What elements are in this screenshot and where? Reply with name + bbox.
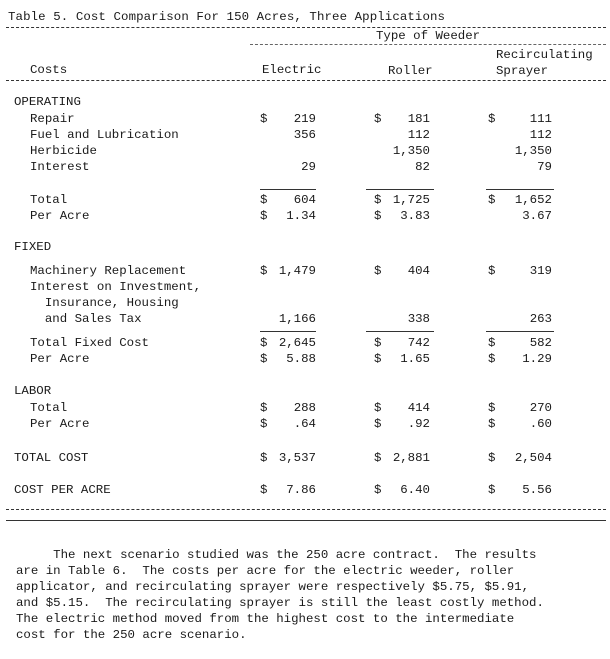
header-recirculating: Recirculating bbox=[496, 48, 593, 62]
cell-roller: 414 bbox=[407, 401, 430, 415]
subtotal-rule-electric bbox=[260, 189, 316, 190]
dollar-sign-electric: $ bbox=[260, 336, 268, 350]
row-label: Machinery Replacement bbox=[30, 264, 187, 278]
section-labor: LABOR bbox=[14, 384, 52, 398]
dollar-sign-roller: $ bbox=[374, 112, 382, 126]
subtotal-rule-roller bbox=[366, 189, 434, 190]
row-label: Per Acre bbox=[30, 209, 90, 223]
paragraph-line: The electric method moved from the highest cost to the intermediate bbox=[16, 612, 515, 626]
cell-sprayer: 582 bbox=[529, 336, 552, 350]
cell-sprayer: 2,504 bbox=[514, 451, 552, 465]
table-bottom-rule-2 bbox=[6, 520, 606, 521]
dollar-sign-roller: $ bbox=[374, 336, 382, 350]
body-paragraph bbox=[16, 547, 606, 643]
cell-electric: 604 bbox=[293, 193, 316, 207]
row-label: and Sales Tax bbox=[30, 312, 142, 326]
row-label: Per Acre bbox=[30, 352, 90, 366]
cell-electric: 3,537 bbox=[278, 451, 316, 465]
cell-roller: 1,725 bbox=[392, 193, 430, 207]
dollar-sign-sprayer: $ bbox=[488, 352, 496, 366]
dollar-sign-sprayer: $ bbox=[488, 451, 496, 465]
row-label: COST PER ACRE bbox=[14, 483, 111, 497]
cell-sprayer: 1,652 bbox=[514, 193, 552, 207]
row-label: Total bbox=[30, 401, 68, 415]
cell-roller: .92 bbox=[407, 417, 430, 431]
title-rule bbox=[6, 27, 606, 28]
table-row bbox=[0, 263, 610, 279]
section-fixed: FIXED bbox=[14, 240, 52, 254]
dollar-sign-electric: $ bbox=[260, 193, 268, 207]
row-label: Total bbox=[30, 193, 68, 207]
cell-electric: .64 bbox=[293, 417, 316, 431]
dollar-sign-sprayer: $ bbox=[488, 336, 496, 350]
table-row bbox=[0, 295, 610, 311]
cell-roller: 1,350 bbox=[392, 144, 430, 158]
cell-electric: 29 bbox=[301, 160, 316, 174]
dollar-sign-electric: $ bbox=[260, 112, 268, 126]
cell-roller: 404 bbox=[407, 264, 430, 278]
row-label: Total Fixed Cost bbox=[30, 336, 149, 350]
section-operating: OPERATING bbox=[14, 95, 81, 109]
dollar-sign-electric: $ bbox=[260, 483, 268, 497]
cell-sprayer: 111 bbox=[529, 112, 552, 126]
dollar-sign-sprayer: $ bbox=[488, 193, 496, 207]
dollar-sign-electric: $ bbox=[260, 209, 268, 223]
table-title: Table 5. Cost Comparison For 150 Acres, Three Applications bbox=[8, 10, 446, 24]
dollar-sign-roller: $ bbox=[374, 193, 382, 207]
dollar-sign-roller: $ bbox=[374, 451, 382, 465]
row-label: Repair bbox=[30, 112, 75, 126]
dollar-sign-electric: $ bbox=[260, 401, 268, 415]
subtotal-rule-sprayer bbox=[486, 189, 554, 190]
cell-sprayer: 270 bbox=[529, 401, 552, 415]
cell-roller: 742 bbox=[407, 336, 430, 350]
cell-electric: 356 bbox=[293, 128, 316, 142]
cell-electric: 1,479 bbox=[278, 264, 316, 278]
cell-sprayer: 112 bbox=[529, 128, 552, 142]
table-row bbox=[0, 159, 610, 175]
cell-electric: 5.88 bbox=[286, 352, 316, 366]
paragraph-line: are in Table 6. The costs per acre for the electric weeder, roller bbox=[16, 564, 515, 578]
dollar-sign-electric: $ bbox=[260, 264, 268, 278]
header-electric: Electric bbox=[262, 63, 322, 77]
cell-sprayer: 263 bbox=[529, 312, 552, 326]
cell-sprayer: 1.29 bbox=[522, 352, 552, 366]
table-row bbox=[0, 208, 610, 224]
header-roller: Roller bbox=[388, 64, 433, 78]
dollar-sign-roller: $ bbox=[374, 417, 382, 431]
cell-sprayer: 5.56 bbox=[522, 483, 552, 497]
dollar-sign-sprayer: $ bbox=[488, 112, 496, 126]
table-row bbox=[0, 450, 610, 466]
header-type-of-weeder: Type of Weeder bbox=[376, 29, 481, 43]
group-header-rule bbox=[250, 44, 606, 45]
table-row bbox=[0, 482, 610, 498]
dollar-sign-electric: $ bbox=[260, 417, 268, 431]
cell-sprayer: .60 bbox=[529, 417, 552, 431]
dollar-sign-roller: $ bbox=[374, 483, 382, 497]
cell-roller: 3.83 bbox=[400, 209, 430, 223]
row-label: TOTAL COST bbox=[14, 451, 89, 465]
dollar-sign-sprayer: $ bbox=[488, 401, 496, 415]
header-costs: Costs bbox=[30, 63, 68, 77]
row-label: Herbicide bbox=[30, 144, 97, 158]
cell-electric: 1,166 bbox=[278, 312, 316, 326]
table-row bbox=[0, 400, 610, 416]
cell-sprayer: 319 bbox=[529, 264, 552, 278]
cell-sprayer: 3.67 bbox=[522, 209, 552, 223]
cell-electric: 219 bbox=[293, 112, 316, 126]
fixed-subtotal-rule-roller bbox=[366, 331, 434, 332]
dollar-sign-sprayer: $ bbox=[488, 483, 496, 497]
cell-roller: 338 bbox=[407, 312, 430, 326]
cell-sprayer: 1,350 bbox=[514, 144, 552, 158]
cell-roller: 82 bbox=[415, 160, 430, 174]
header-sprayer: Sprayer bbox=[496, 64, 549, 78]
cell-electric: 288 bbox=[293, 401, 316, 415]
table-row bbox=[0, 335, 610, 351]
header-rule bbox=[6, 80, 606, 81]
cell-roller: 112 bbox=[407, 128, 430, 142]
dollar-sign-electric: $ bbox=[260, 352, 268, 366]
paragraph-line: The next scenario studied was the 250 acre contract. The results bbox=[16, 548, 537, 562]
dollar-sign-roller: $ bbox=[374, 401, 382, 415]
table-row bbox=[0, 192, 610, 208]
row-label: Insurance, Housing bbox=[30, 296, 179, 310]
cell-roller: 181 bbox=[407, 112, 430, 126]
row-label: Interest on Investment, bbox=[30, 280, 202, 294]
cell-roller: 6.40 bbox=[400, 483, 430, 497]
dollar-sign-roller: $ bbox=[374, 264, 382, 278]
table-row bbox=[0, 311, 610, 327]
dollar-sign-roller: $ bbox=[374, 209, 382, 223]
cell-roller: 1.65 bbox=[400, 352, 430, 366]
table-row bbox=[0, 279, 610, 295]
table-row bbox=[0, 127, 610, 143]
table-row bbox=[0, 111, 610, 127]
cell-roller: 2,881 bbox=[392, 451, 430, 465]
table-row bbox=[0, 143, 610, 159]
row-label: Per Acre bbox=[30, 417, 90, 431]
cell-electric: 2,645 bbox=[278, 336, 316, 350]
paragraph-line: cost for the 250 acre scenario. bbox=[16, 628, 247, 642]
fixed-subtotal-rule-electric bbox=[260, 331, 316, 332]
dollar-sign-sprayer: $ bbox=[488, 417, 496, 431]
table-bottom-rule-1 bbox=[6, 509, 606, 510]
row-label: Fuel and Lubrication bbox=[30, 128, 179, 142]
cell-electric: 7.86 bbox=[286, 483, 316, 497]
paragraph-line: and $5.15. The recirculating sprayer is still the least costly method. bbox=[16, 596, 544, 610]
dollar-sign-sprayer: $ bbox=[488, 264, 496, 278]
table-row bbox=[0, 351, 610, 367]
cell-sprayer: 79 bbox=[537, 160, 552, 174]
row-label: Interest bbox=[30, 160, 90, 174]
dollar-sign-roller: $ bbox=[374, 352, 382, 366]
dollar-sign-electric: $ bbox=[260, 451, 268, 465]
cell-electric: 1.34 bbox=[286, 209, 316, 223]
table-row bbox=[0, 416, 610, 432]
paragraph-line: applicator, and recirculating sprayer were respectively $5.75, $5.91, bbox=[16, 580, 530, 594]
fixed-subtotal-rule-sprayer bbox=[486, 331, 554, 332]
